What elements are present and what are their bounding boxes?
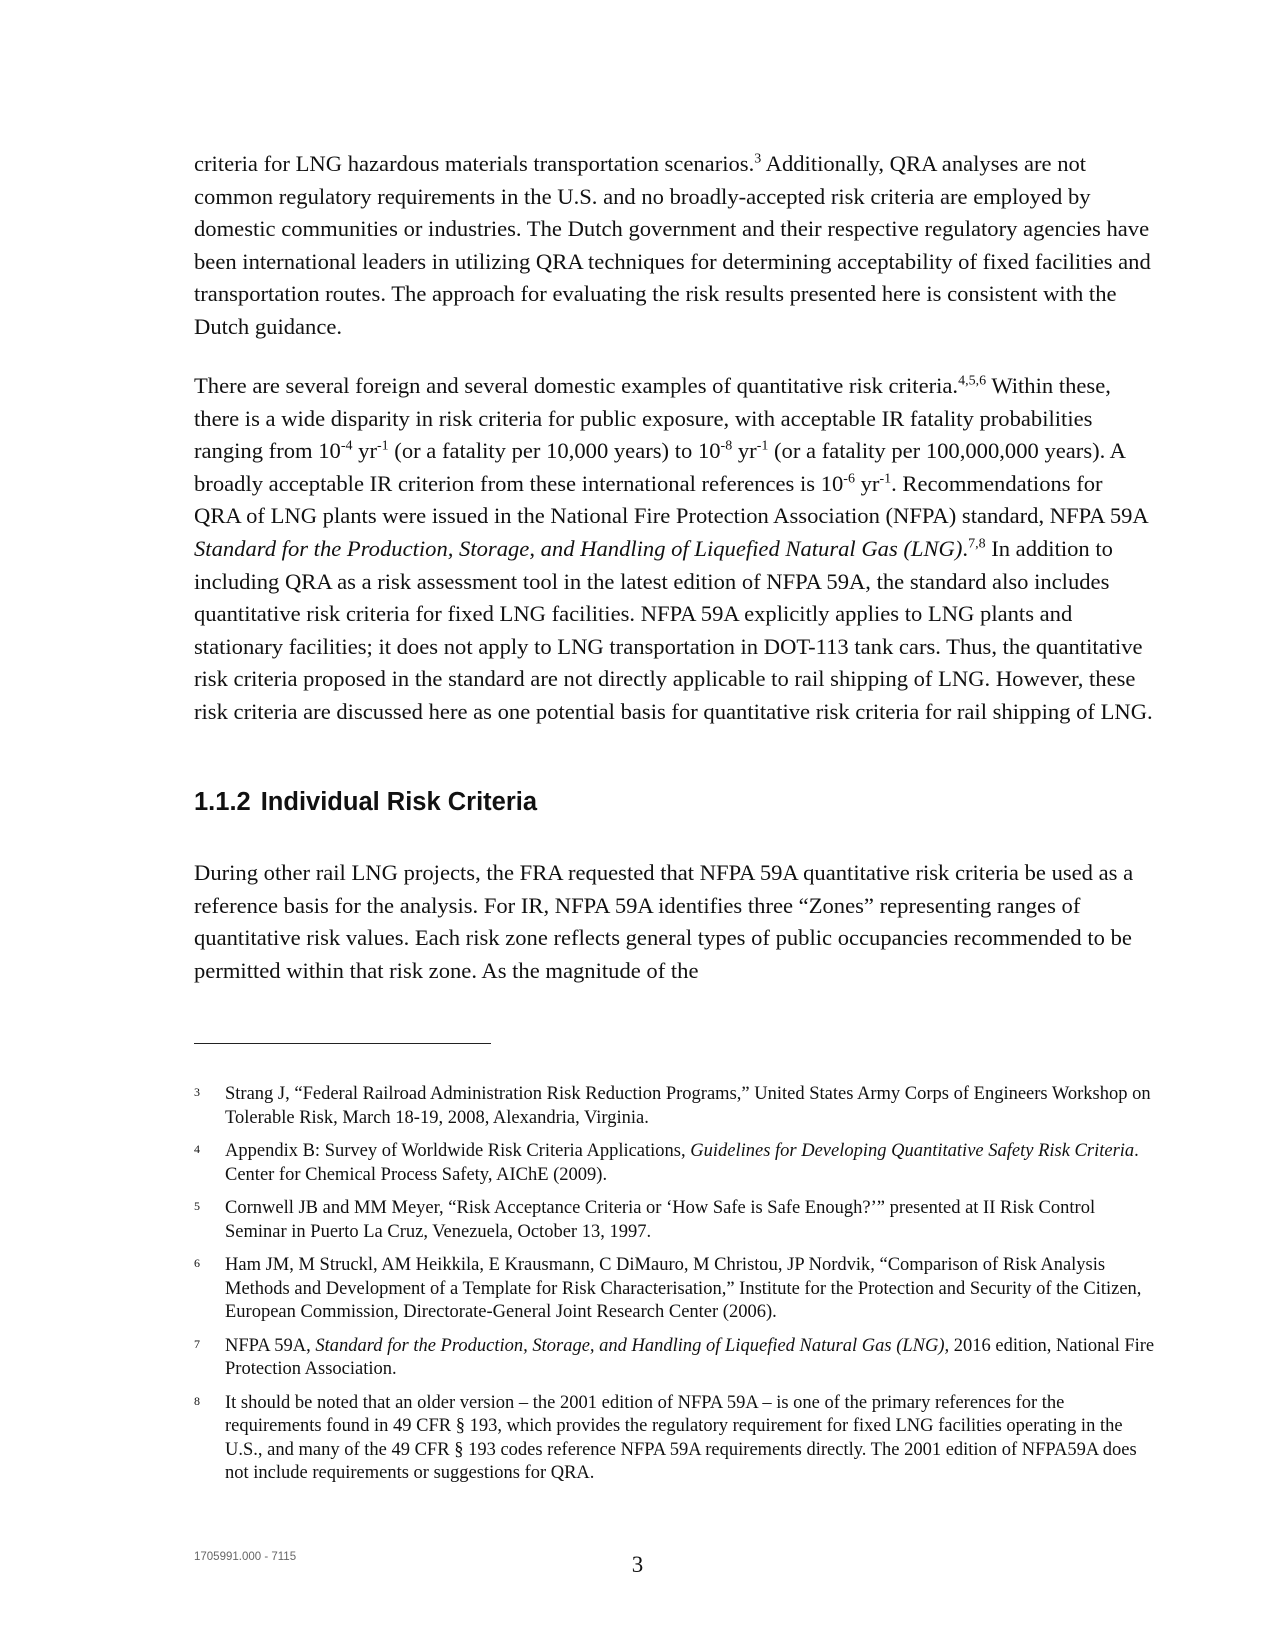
standard-title: Standard for the Production, Storage, and Handling of Liquefied Natural Gas (LNG) [194,535,963,561]
page-number: 3 [631,1552,644,1577]
footnote: 6 Ham JM, M Struckl, AM Heikkila, E Krausmann, C DiMauro, M Christou, JP Nordvik, “Comparison of Risk Analysis Methods and Development of a Template for Risk Characterisation,” Institute for the Protection and Security of the Citizen, European Commission, Directorate-General Joint Research Center (2006). [194,1254,1160,1325]
footnote-number: 5 [194,1199,200,1213]
footnote-number: 3 [194,1085,200,1099]
footnotes [194,1083,1160,1496]
footnote: 5 Cornwell JB and MM Meyer, “Risk Acceptance Criteria or ‘How Safe is Safe Enough?’” presented at II Risk Control Seminar in Puerto La Cruz, Venezuela, October 13, 1997. [194,1197,1160,1244]
exponent: -8 [720,438,733,454]
exponent: -1 [756,438,769,454]
exponent: -1 [879,471,892,487]
footnote: 7 NFPA 59A, Standard for the Production, Storage, and Handling of Liquefied Natural Gas (LNG), 2016 edition, National Fire Protection Association. [194,1335,1160,1382]
footnote-ref[interactable]: 4,5,6 [958,373,987,389]
exponent: -6 [843,471,855,487]
footnote-number: 8 [194,1393,200,1408]
exponent: -1 [376,438,389,454]
footnote-number: 4 [194,1142,200,1156]
footnote-ref[interactable]: 7,8 [968,536,986,552]
section-number: 1.1.2 [194,788,251,816]
footnote-number: 6 [194,1256,200,1270]
footnote: 4 Appendix B: Survey of Worldwide Risk Criteria Applications, Guidelines for Developing Quantitative Safety Risk Criteria. Center for Chemical Process Safety, AIChE (2009). [194,1140,1160,1187]
body-paragraph-3: During other rail LNG projects, the FRA requested that NFPA 59A quantitative risk criteria be used as a reference basis for the analysis. For IR, NFPA 59A identifies three “Zones” representing ranges of quantitative risk values. Each risk zone reflects general types of public occupancies recommended to be permitted within that risk zone. As the magnitude of the [194,860,1134,983]
body-paragraph-1: criteria for LNG hazardous materials transportation scenarios.$^3$ Additionally, QRA analyses are not common regulatory requirements in the U.S. and no broadly-accepted risk criteria are employed by domestic communities or industries. The Dutch government and their respective regulatory agencies have been international leaders in utilizing QRA techniques for determining acceptability of fixed facilities and transportation routes. The approach for evaluating the risk results presented here is consistent with the Dutch guidance. [194,151,1151,339]
document-id: 1705991.000 - 7115 [194,1551,297,1563]
footnote-number: 7 [194,1336,200,1351]
footnote: 3 Strang J, “Federal Railroad Administration Risk Reduction Programs,” United States Army Corps of Engineers Workshop on Tolerable Risk, March 18-19, 2008, Alexandria, Virginia. [194,1083,1160,1130]
footnote: 8 It should be noted that an older version – the 2001 edition of NFPA 59A – is one of the primary references for the requirements found in 49 CFR § 193, which provides the regulatory requirement for fixed LNG facilities operating in the U.S., and many of the 49 CFR § 193 codes reference NFPA 59A requirements directly. The 2001 edition of NFPA59A does not include requirements or suggestions for QRA. [194,1392,1160,1486]
footnote-separator [194,1043,491,1044]
exponent: -4 [340,438,353,454]
section-heading [194,786,537,818]
section-title: Individual Risk Criteria [260,788,538,816]
body-paragraph-2: There are several foreign and several domestic examples of quantitative risk criteria.$^{4,5,6}$ Within these, there is a wide disparity in risk criteria for public exposure, with acceptable IR fatality probabilities ranging from $10^{-4}$ $yr^{-1}$ (or a fatality per 10,000 years) to $10^{-8}$ $yr^{-1}$ (or a fatality per 100,000,000 years). A broadly acceptable IR criterion from these international references is $10^{-6}$ $yr^{-1}$. Recommendations for QRA of LNG plants were issued in the National Fire Protection Association (NFPA) standard, NFPA 59A Standard for the Production, Storage, and Handling of Liquefied Natural Gas (LNG).$^{7,8}$ In addition to including QRA as a risk assessment tool in the latest edition of NFPA 59A, the standard also includes quantitative risk criteria for fixed LNG facilities. NFPA 59A explicitly applies to LNG plants and stationary facilities; it does not apply to LNG transportation in DOT-113 tank cars. Thus, the quantitative risk criteria proposed in the standard are not directly applicable to rail shipping of LNG. However, these risk criteria are discussed here as one potential basis for quantitative risk criteria for rail shipping of LNG. [194,373,1153,724]
footnote-ref[interactable]: 3 [754,151,762,167]
